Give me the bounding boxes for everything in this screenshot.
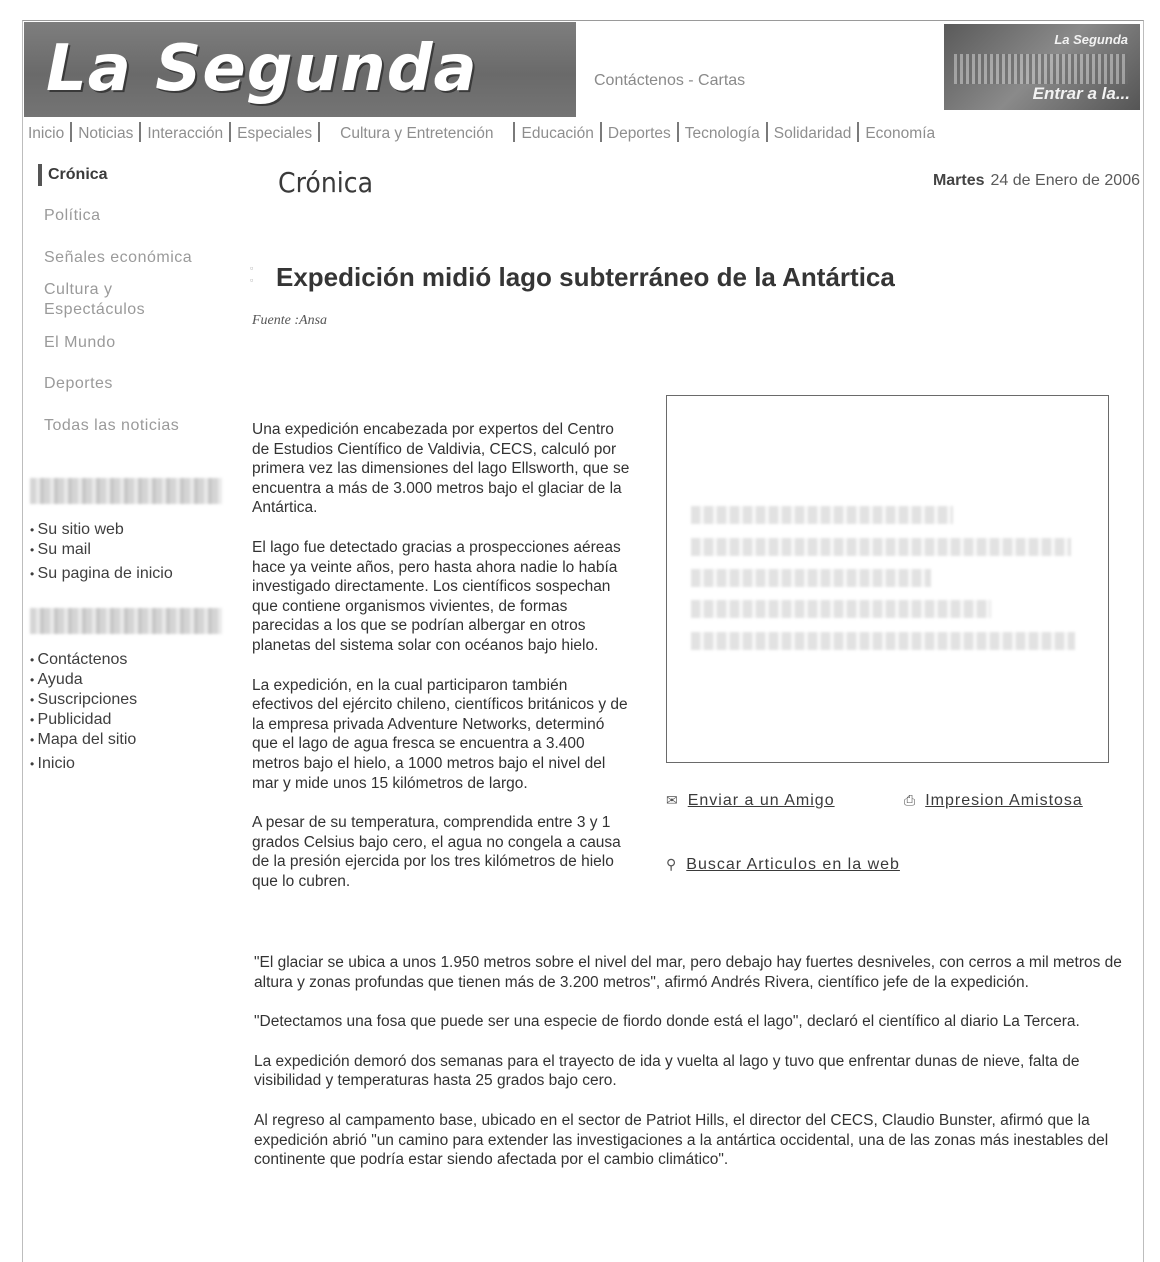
article-body-full bbox=[254, 953, 1142, 1190]
nav-divider bbox=[857, 122, 859, 142]
sidebar-item-senales[interactable]: Señales económica bbox=[44, 249, 193, 266]
section-title: Crónica bbox=[278, 166, 374, 199]
main-nav bbox=[28, 122, 1140, 143]
sidebar-link-ayuda[interactable]: • Ayuda bbox=[30, 670, 83, 690]
sidebar-link-publicidad[interactable]: • Publicidad bbox=[30, 710, 111, 730]
promo-banner-graphic bbox=[954, 54, 1128, 84]
sidebar-link-mail[interactable]: • Su mail bbox=[30, 540, 91, 560]
sidebar-item-cultura[interactable]: Cultura y Espectáculos bbox=[44, 281, 146, 318]
search-articles-link[interactable]: ⚲ Buscar Articulos en la web bbox=[666, 856, 900, 873]
ad-text-blurred bbox=[691, 600, 991, 618]
sidebar-item-mundo[interactable]: El Mundo bbox=[44, 334, 116, 351]
sidebar-group-header-blurred bbox=[30, 478, 222, 504]
envelope-icon: ✉ bbox=[666, 792, 678, 808]
article-paragraph: La expedición demoró dos semanas para el trayecto de ida y vuelta al lago y tuvo que enfrentar dunas de nieve, falta de visibilidad y temperaturas hasta 25 grados bajo cero. bbox=[254, 1052, 1080, 1090]
nav-item-tecnologia[interactable]: Tecnología bbox=[684, 125, 760, 142]
article-paragraph: A pesar de su temperatura, comprendida entre 3 y 1 grados Celsius bajo cero, el agua no congela a causa de la presión ejercida por los tres kilómetros de hielo que lo cubren. bbox=[252, 814, 621, 890]
sidebar-link-contactenos[interactable]: • Contáctenos bbox=[30, 650, 127, 670]
send-to-friend-link[interactable]: ✉ Enviar a un Amigo bbox=[666, 792, 835, 809]
article-paragraph: "Detectamos una fosa que puede ser una especie de fiordo donde está el lago", declaró el científico al diario La Tercera. bbox=[254, 1013, 1080, 1031]
sidebar-group-header-blurred bbox=[30, 608, 222, 634]
page-date bbox=[933, 172, 1140, 190]
sidebar-item-politica[interactable]: Política bbox=[44, 207, 101, 224]
sidebar-item-todas[interactable]: Todas las noticias bbox=[44, 417, 180, 434]
nav-item-deportes[interactable]: Deportes bbox=[607, 125, 671, 142]
nav-divider bbox=[677, 122, 679, 142]
nav-divider bbox=[70, 122, 72, 142]
article-paragraph: La expedición, en la cual participaron también efectivos del ejército chileno, científicos británicos y de la empresa privada Adventure Networks, determinó que el lago de agua fresca se encuentra a 3.400 metros bajo el hielo, a 1000 metros bajo el nivel del mar y mide unos 15 kilómetros de largo. bbox=[252, 676, 628, 792]
print-friendly-link[interactable]: ⎙ Impresion Amistosa bbox=[904, 792, 1083, 809]
article-headline: Expedición midió lago subterráneo de la Antártica bbox=[276, 262, 895, 292]
sidebar-link-mapa[interactable]: • Mapa del sitio bbox=[30, 730, 136, 750]
ad-text-blurred bbox=[691, 506, 953, 524]
article-paragraph: "El glaciar se ubica a unos 1.950 metros sobre el nivel del mar, pero debajo hay fuertes desniveles, con cerros a mil metros de altura y zonas profundas que tienen más de 3.200 metros", afirmó Andrés Rivera, científico jefe de la expedición. bbox=[254, 954, 1122, 991]
promo-banner-cta: Entrar a la... bbox=[1032, 84, 1130, 103]
ad-text-blurred bbox=[691, 569, 931, 587]
sidebar-link-sitio-web[interactable]: • Su sitio web bbox=[30, 520, 124, 540]
article-source: Fuente :Ansa bbox=[252, 313, 328, 328]
top-links[interactable]: Contáctenos - Cartas bbox=[594, 72, 746, 89]
nav-divider bbox=[600, 122, 602, 142]
printer-icon: ⎙ bbox=[904, 792, 916, 808]
article-paragraph: El lago fue detectado gracias a prospecciones aéreas hace ya veinte años, pero hasta ahora nadie lo había investigado directamente. Los científicos sospechan que contiene organismos vivientes, de formas parecidas a los que se podrían albergar en otros planetas del sistema solar con océanos bajo hielo. bbox=[252, 538, 621, 654]
promo-banner-title: La Segunda bbox=[1054, 32, 1128, 47]
nav-item-solidaridad[interactable]: Solidaridad bbox=[773, 125, 852, 142]
article-paragraph: Al regreso al campamento base, ubicado en el sector de Patriot Hills, el director del CECS, Claudio Bunster, afirmó que la expedición abrió "un camino para extender las investigaciones a la antártica occidental, una de las zonas más inestables del continente que podría estar siendo afectada por el cambio climático". bbox=[254, 1111, 1109, 1169]
site-logo[interactable]: La Segunda bbox=[46, 32, 478, 106]
date-full: 24 de Enero de 2006 bbox=[990, 172, 1140, 189]
nav-item-especiales[interactable]: Especiales bbox=[237, 125, 313, 142]
nav-item-educacion[interactable]: Educación bbox=[521, 125, 594, 142]
nav-divider bbox=[229, 122, 231, 142]
nav-item-economia[interactable]: Economía bbox=[865, 125, 936, 142]
headline-marker-icon: ▫ ▫ bbox=[250, 263, 254, 285]
ad-text-blurred bbox=[691, 538, 1071, 556]
sidebar-item-deportes[interactable]: Deportes bbox=[44, 375, 113, 392]
nav-item-cultura[interactable]: Cultura y Entretención bbox=[340, 125, 494, 142]
nav-divider bbox=[318, 122, 320, 142]
article-paragraph: Una expedición encabezada por expertos del Centro de Estudios Científico de Valdivia, CECS, calculó por primera vez las dimensiones del lago Ellsworth, que se encuentra a más de 3.000 metros bajo el glaciar de la Antártica. bbox=[252, 421, 630, 517]
sidebar-link-pagina-inicio[interactable]: • Su pagina de inicio bbox=[30, 564, 173, 584]
sidebar-link-inicio[interactable]: • Inicio bbox=[30, 754, 75, 774]
sidebar-item-cronica[interactable]: Crónica bbox=[38, 164, 108, 186]
ad-text-blurred bbox=[691, 632, 1075, 650]
nav-item-inicio[interactable]: Inicio bbox=[28, 125, 65, 142]
sidebar-link-suscripciones[interactable]: • Suscripciones bbox=[30, 690, 137, 710]
article-body-column bbox=[252, 420, 632, 911]
nav-divider bbox=[766, 122, 768, 142]
search-icon: ⚲ bbox=[666, 856, 677, 872]
nav-divider bbox=[513, 122, 515, 142]
date-day: Martes bbox=[932, 172, 985, 189]
nav-item-noticias[interactable]: Noticias bbox=[78, 125, 134, 142]
promo-banner[interactable] bbox=[944, 24, 1140, 110]
header-banner bbox=[24, 22, 576, 117]
ad-box[interactable] bbox=[666, 395, 1109, 763]
nav-item-interaccion[interactable]: Interacción bbox=[147, 125, 224, 142]
nav-divider bbox=[139, 122, 141, 142]
